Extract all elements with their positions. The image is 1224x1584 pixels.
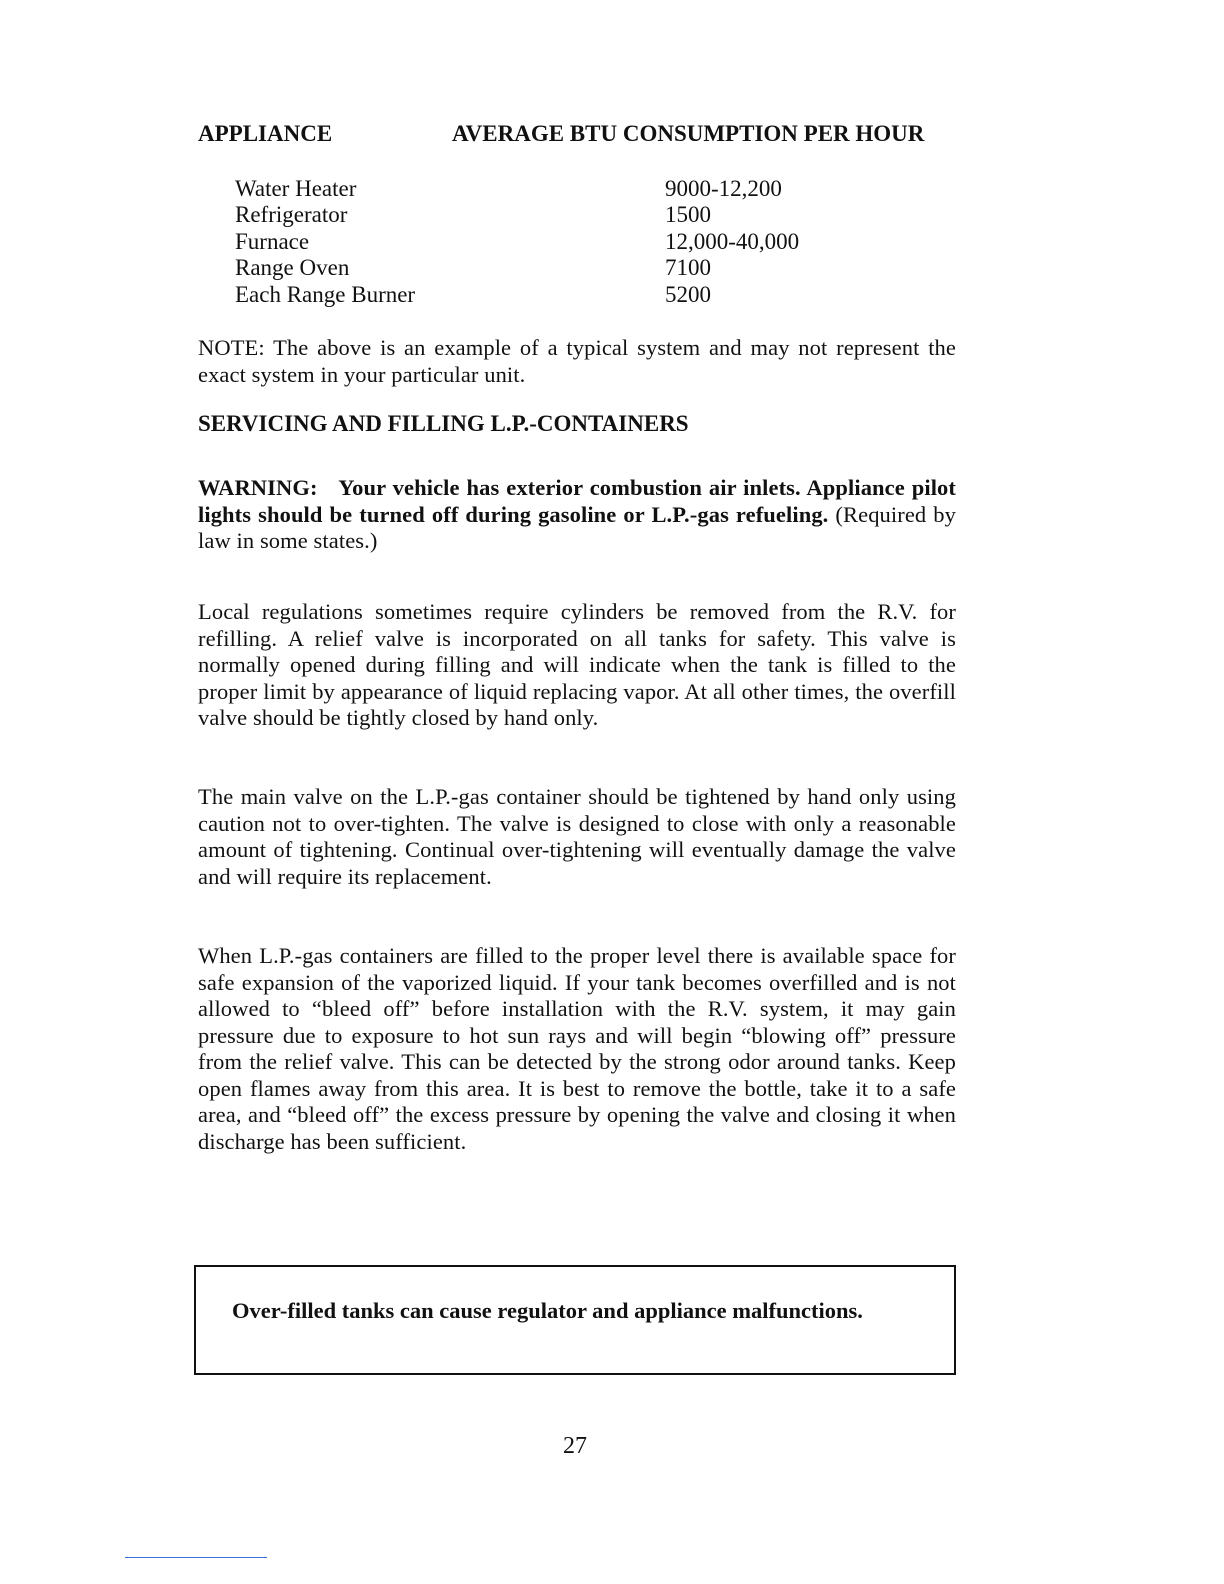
appliance-name: Water Heater — [235, 176, 357, 201]
body-paragraph-2: The main valve on the L.P.-gas container should be tightened by hand only using caution not to over-tighten. The valve is designed to close with only a reasonable amount of tightening. Continual over-tightening will eventually damage the valve and will require its replacement. — [198, 784, 956, 889]
page-number: 27 — [563, 1433, 587, 1459]
table-header-btu: AVERAGE BTU CONSUMPTION PER HOUR — [452, 121, 925, 146]
warning-label: WARNING: — [198, 475, 318, 500]
warning-paragraph — [198, 475, 956, 555]
body-paragraph-1: Local regulations sometimes require cylinders be removed from the R.V. for refilling. A relief valve is incorporated on all tanks for safety. This valve is normally opened during filling and will indicate when the tank is filled to the proper limit by appearance of liquid replacing vapor. At all other times, the overfill valve should be tightly closed by hand only. — [198, 599, 956, 730]
appliance-name: Furnace — [235, 229, 310, 254]
appliance-btu: 5200 — [665, 282, 711, 307]
caution-text: Over-filled tanks can cause regulator and appliance malfunctions. — [232, 1298, 863, 1323]
appliance-name: Refrigerator — [235, 202, 348, 227]
appliance-name: Each Range Burner — [235, 282, 416, 307]
appliance-btu: 9000-12,200 — [665, 176, 782, 201]
table-header-appliance: APPLIANCE — [198, 121, 333, 146]
appliance-name: Range Oven — [235, 255, 350, 280]
section-heading: SERVICING AND FILLING L.P.-CONTAINERS — [198, 411, 689, 436]
appliance-btu: 12,000-40,000 — [665, 229, 800, 254]
note-paragraph: NOTE: The above is an example of a typical system and may not represent the exact system in your particular unit. — [198, 335, 956, 387]
warning-bold-text: Your vehicle has exterior combustion air inlets. Appliance pilot lights should be turned off during gasoline or L.P.-gas refueling. — [198, 475, 956, 527]
appliance-btu: 7100 — [665, 255, 711, 280]
bottom-rule — [125, 1557, 267, 1558]
warning-normal-text: (Required by law in some states.) — [198, 501, 956, 553]
appliance-btu: 1500 — [665, 202, 711, 227]
caution-box — [194, 1265, 956, 1375]
body-paragraph-3: When L.P.-gas containers are filled to the proper level there is available space for safe expansion of the vaporized liquid. If your tank becomes overfilled and is not allowed to “bleed off” before installation with the R.V. system, it may gain pressure due to exposure to hot sun rays and will begin “blowing off” pressure from the relief valve. This can be detected by the strong odor around tanks. Keep open flames away from this area. It is best to remove the bottle, take it to a safe area, and “bleed off” the excess pressure by opening the valve and closing it when discharge has been sufficient. — [198, 943, 956, 1154]
